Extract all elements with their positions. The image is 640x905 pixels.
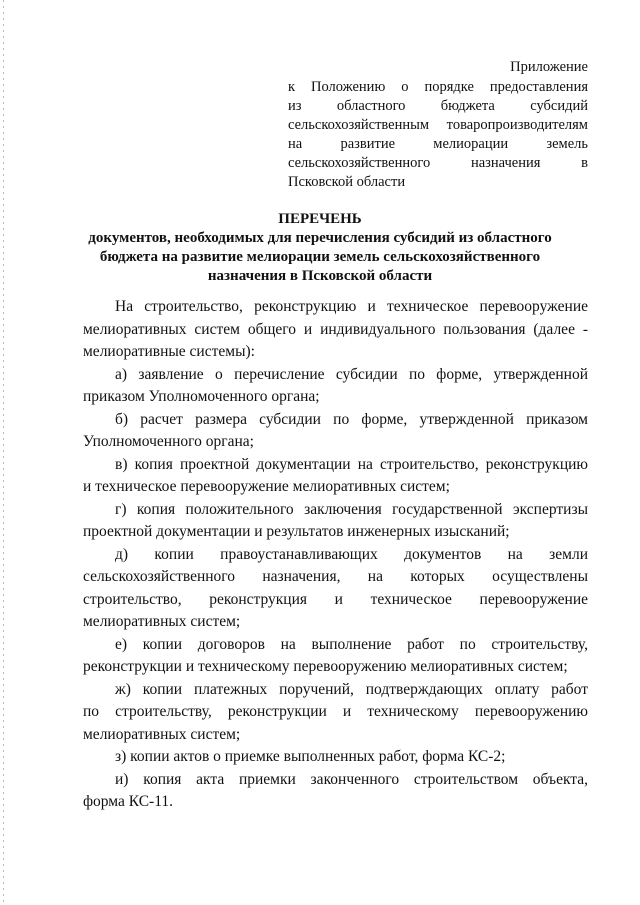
title-line: документов, необходимых для перечисления субсидий из областного bbox=[88, 230, 552, 246]
text-line: г) копия положительного заключения государственной экспертизы bbox=[115, 500, 588, 518]
text-line: по строительству, реконструкции и техническому перевооружению bbox=[83, 703, 588, 720]
list-item-d bbox=[83, 544, 588, 634]
appendix-line: сельскохозяйственным товаропроизводителям bbox=[288, 117, 588, 133]
document-body bbox=[83, 296, 588, 814]
appendix-heading: Приложение bbox=[510, 59, 588, 75]
text-line: На строительство, реконструкцию и техническое перевооружение bbox=[115, 298, 588, 315]
list-item-i bbox=[83, 769, 588, 814]
text-line: мелиоративных систем общего и индивидуального пользования (далее - bbox=[83, 320, 588, 338]
text-line: мелиоративных систем; bbox=[83, 725, 241, 743]
text-line: мелиоративные системы): bbox=[83, 343, 255, 360]
list-item-z bbox=[83, 746, 588, 769]
text-line: мелиоративных систем; bbox=[83, 613, 241, 630]
text-line: проектной документации и результатов инженерных изысканий; bbox=[83, 523, 510, 540]
title-line: назначения в Псковской области bbox=[207, 268, 433, 284]
title-heading: ПЕРЕЧЕНЬ bbox=[278, 211, 362, 227]
text-line: реконструкции и техническому перевооружению мелиоративных систем; bbox=[83, 658, 568, 675]
appendix-line: к Положению о порядке предоставления bbox=[288, 79, 588, 95]
text-line: б) расчет размера субсидии по форме, утвержденной приказом bbox=[115, 410, 588, 428]
appendix-line: сельскохозяйственного назначения в bbox=[288, 155, 588, 171]
text-line: а) заявление о перечисление субсидии по форме, утвержденной bbox=[115, 365, 588, 383]
text-line: з) копии актов о приемке выполненных работ, форма КС-2; bbox=[115, 748, 506, 765]
text-line: форма КС-11. bbox=[83, 793, 174, 810]
text-line: строительство, реконструкция и техническое перевооружение bbox=[83, 590, 588, 608]
list-item-zh bbox=[83, 679, 588, 747]
appendix-line: из областного бюджета субсидий bbox=[288, 98, 588, 114]
appendix-line: Псковской области bbox=[288, 174, 406, 190]
title-line: бюджета на развитие мелиорации земель сельскохозяйственного bbox=[99, 249, 541, 265]
appendix-block bbox=[288, 58, 588, 192]
list-item-e bbox=[83, 634, 588, 679]
text-line: Уполномоченного органа; bbox=[83, 433, 254, 450]
intro-paragraph bbox=[83, 296, 588, 364]
text-line: ж) копии платежных поручений, подтверждающих оплату работ bbox=[115, 680, 588, 698]
text-line: приказом Уполномоченного органа; bbox=[83, 388, 320, 405]
text-line: сельскохозяйственного назначения, на которых осуществлены bbox=[83, 568, 588, 585]
document-title bbox=[0, 210, 640, 286]
text-line: и техническое перевооружение мелиоративных систем; bbox=[83, 478, 450, 495]
list-item-g bbox=[83, 499, 588, 544]
text-line: д) копии правоустанавливающих документов на земли bbox=[115, 545, 588, 563]
appendix-body bbox=[288, 78, 588, 192]
appendix-line: на развитие мелиорации земель bbox=[288, 136, 588, 152]
page-edge bbox=[3, 0, 4, 905]
text-line: и) копия акта приемки законченного строительством объекта, bbox=[115, 770, 588, 788]
list-item-a bbox=[83, 364, 588, 409]
list-item-b bbox=[83, 409, 588, 454]
text-line: е) копии договоров на выполнение работ по строительству, bbox=[115, 635, 588, 653]
text-line: в) копия проектной документации на строительство, реконструкцию bbox=[115, 455, 588, 473]
list-item-v bbox=[83, 454, 588, 499]
